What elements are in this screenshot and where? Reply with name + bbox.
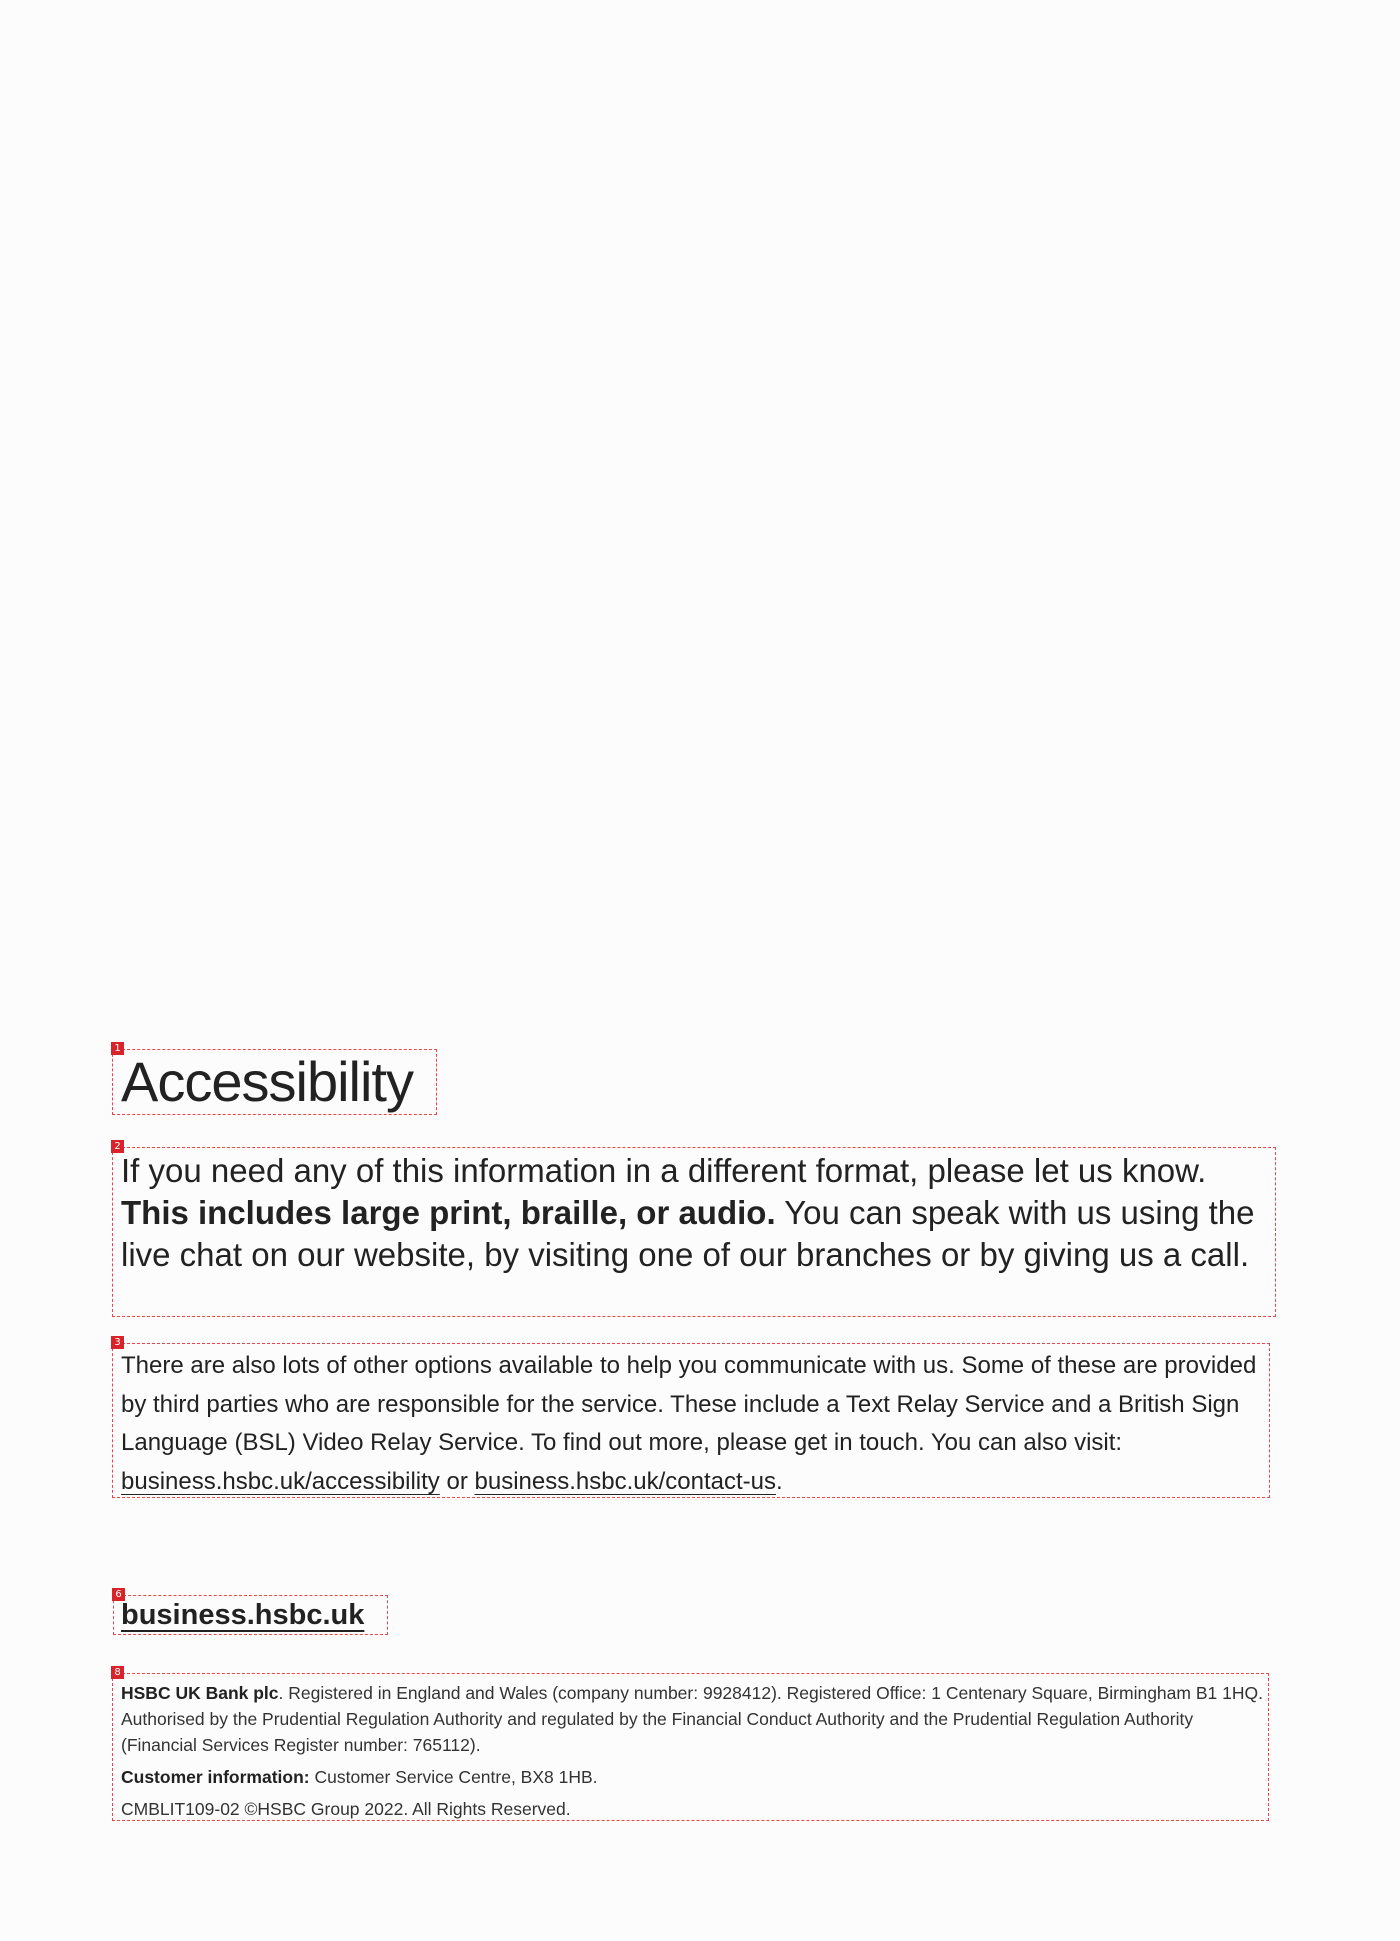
accessibility-link[interactable]: business.hsbc.uk/accessibility [121, 1467, 440, 1495]
intro-paragraph [121, 1150, 1271, 1276]
annotation-tag: 8 [111, 1666, 124, 1679]
period-text: . [776, 1467, 783, 1495]
options-paragraph [121, 1347, 1271, 1501]
intro-annotation-box [112, 1141, 1276, 1317]
customer-info-label: Customer information: [121, 1767, 310, 1787]
legal-annotation-box [112, 1667, 1269, 1821]
bank-name: HSBC UK Bank plc [121, 1683, 279, 1703]
copyright-text: CMBLIT109-02 ©HSBC Group 2022. All Rights Reserved. [121, 1799, 571, 1819]
annotation-tag: 2 [111, 1140, 124, 1153]
options-annotation-box [112, 1337, 1270, 1498]
or-text: or [446, 1467, 468, 1495]
intro-bold-text: This includes large print, braille, or audio. [121, 1194, 776, 1231]
annotation-tag: 3 [111, 1336, 124, 1349]
legal-footer [121, 1680, 1266, 1822]
heading-annotation-box [112, 1043, 437, 1115]
customer-info-paragraph [121, 1764, 1266, 1790]
contact-us-link[interactable]: business.hsbc.uk/contact-us [474, 1467, 776, 1495]
options-text: There are also lots of other options available to help you communicate with us. Some of these are provided by third parties who are responsible for the service. These include a Text Relay Service and a British Sign Language (BSL) Video Relay Service. To find out more, please get in touch. You can also visit: [121, 1352, 1257, 1456]
website-annotation-box [113, 1589, 388, 1635]
annotation-tag: 6 [112, 1588, 125, 1601]
registration-paragraph [121, 1680, 1266, 1758]
intro-text-end: You can speak with us using the live chat on our website, by visiting one of our branches or by giving us a call. [121, 1194, 1255, 1273]
intro-text-start: If you need any of this information in a different format, please let us know. [121, 1152, 1207, 1189]
page-title: Accessibility [121, 1050, 413, 1113]
website-link[interactable]: business.hsbc.uk [121, 1599, 365, 1631]
registration-text: . Registered in England and Wales (company number: 9928412). Registered Office: 1 Centenary Square, Birmingham B1 1HQ. Authorised by the Prudential Regulation Authority and regulated by the Financial Conduct Authority and the Prudential Regulation Authority (Financial Services Register number: 765112). [121, 1683, 1263, 1755]
customer-info-value: Customer Service Centre, BX8 1HB. [314, 1767, 598, 1787]
annotation-tag: 1 [111, 1042, 124, 1055]
